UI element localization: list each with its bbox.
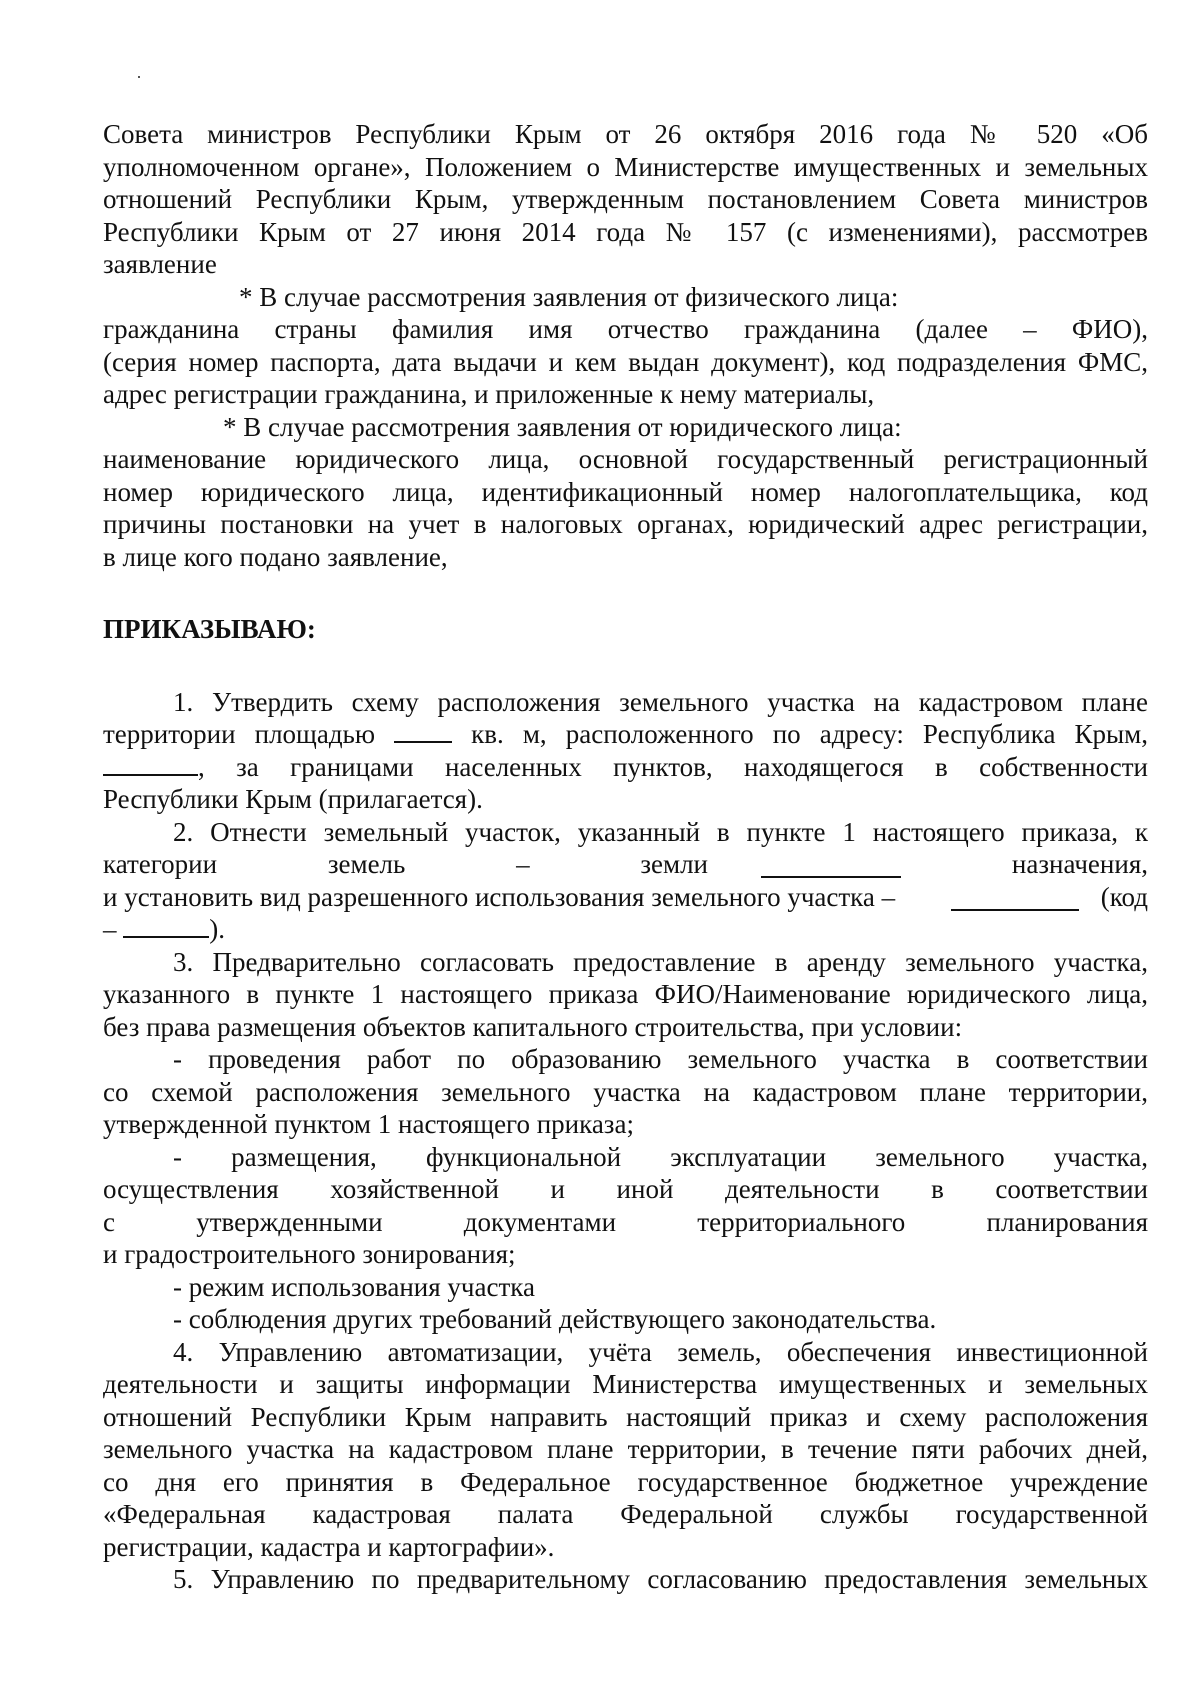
legal-entity-note: * В случае рассмотрения заявления от юридического лица: [223, 411, 902, 442]
category-blank [761, 854, 901, 878]
text-line: осуществления хозяйственной и иной деятельности в соответствии [103, 1174, 1148, 1204]
text-line: без права размещения объектов капитального строительства, при условии: [103, 1011, 963, 1042]
text-line [103, 881, 1148, 914]
text-line: земельного участка на кадастровом плане территории, в течение пяти рабочих дней, [103, 1434, 1148, 1464]
text-line [103, 718, 1148, 751]
text-line: 5. Управлению по предварительному согласованию предоставления земельных [173, 1564, 1148, 1594]
text-fragment: кв. м, расположенного по адресу: Республика Крым, [471, 719, 1149, 749]
text-line: отношений Республики Крым направить настоящий приказ и схему расположения [103, 1401, 1148, 1432]
text-line: наименование юридического лица, основной государственный регистрационный [103, 444, 1148, 474]
item-4 [103, 1336, 1148, 1564]
text-line: регистрации, кадастра и картографии». [103, 1531, 555, 1562]
document-page [103, 118, 1148, 1596]
text-line: отношений Республики Крым, утвержденным постановлением Совета министров [103, 184, 1148, 214]
text-line: номер юридического лица, идентификационный номер налогоплательщика, код [103, 476, 1148, 507]
text-line: со схемой расположения земельного участка на кадастровом плане территории, [103, 1076, 1148, 1107]
text-line: адрес регистрации гражданина, и приложенные к нему материалы, [103, 379, 875, 409]
text-fragment: ). [209, 914, 225, 944]
legal-entity-paragraph [103, 443, 1148, 573]
text-fragment: – [103, 914, 117, 944]
text-line: причины постановки на учет в налоговых органах, юридический адрес регистрации, [103, 509, 1148, 539]
text-fragment: категории земель – земли [103, 849, 708, 879]
text-line: - размещения, функциональной эксплуатации земельного участка, [173, 1141, 1148, 1172]
code-blank [123, 914, 209, 938]
text-line: с утвержденными документами территориального планирования [103, 1206, 1148, 1237]
text-line: в лице кого подано заявление, [103, 541, 448, 572]
item-1 [103, 686, 1148, 816]
text-line: 4. Управлению автоматизации, учёта земель, обеспечения инвестиционной [173, 1336, 1148, 1367]
text-line [103, 913, 1148, 946]
text-line: уполномоченном органе», Положением о Министерстве имущественных и земельных [103, 151, 1148, 182]
text-line: - проведения работ по образованию земельного участка в соответствии [173, 1044, 1148, 1074]
text-line: Совета министров Республики Крым от 26 октября 2016 года № 520 «Об [103, 119, 1148, 149]
item-5 [103, 1563, 1148, 1596]
text-line: - соблюдения других требований действующего законодательства. [173, 1304, 937, 1334]
text-line [103, 848, 1148, 881]
text-line: деятельности и защиты информации Министерства имущественных и земельных [103, 1369, 1148, 1399]
text-line: (серия номер паспорта, дата выдачи и кем выдан документ), код подразделения ФМС, [103, 346, 1148, 377]
text-fragment: назначения, [1011, 849, 1148, 879]
physical-person-paragraph [103, 313, 1148, 411]
text-line: - режим использования участка [173, 1271, 535, 1302]
text-line [103, 751, 1148, 784]
text-line: Республики Крым (прилагается). [103, 784, 483, 814]
text-line: заявление [103, 249, 217, 279]
text-line: указанного в пункте 1 настоящего приказа ФИО/Наименование юридического лица, [103, 979, 1148, 1009]
text-line: «Федеральная кадастровая палата Федеральной службы государственной [103, 1499, 1148, 1529]
text-line: и градостроительного зонирования; [103, 1239, 516, 1269]
item-2 [103, 816, 1148, 946]
text-fragment: (код [1100, 881, 1148, 912]
text-line: 1. Утвердить схему расположения земельного участка на кадастровом плане [173, 686, 1148, 717]
item-3 [103, 946, 1148, 1336]
text-line: 2. Отнести земельный участок, указанный в пункте 1 настоящего приказа, к [173, 816, 1148, 847]
intro-paragraph [103, 118, 1148, 281]
address-blank [103, 752, 198, 776]
scan-speck [138, 76, 140, 78]
area-blank [394, 719, 452, 743]
text-fragment: и установить вид разрешенного использования земельного участка – [103, 881, 896, 912]
text-line: со дня его принятия в Федеральное государственное бюджетное учреждение [103, 1466, 1148, 1497]
text-line: Республики Крым от 27 июня 2014 года № 157 (с изменениями), рассмотрев [103, 216, 1148, 247]
permitted-use-blank [951, 887, 1079, 911]
text-line: утвержденной пунктом 1 настоящего приказа; [103, 1109, 634, 1139]
physical-person-note: * В случае рассмотрения заявления от физического лица: [239, 281, 899, 312]
text-fragment: территории площадью [103, 719, 376, 749]
order-heading: ПРИКАЗЫВАЮ: [103, 614, 316, 644]
text-line: 3. Предварительно согласовать предоставление в аренду земельного участка, [173, 946, 1148, 977]
text-line: гражданина страны фамилия имя отчество гражданина (далее – ФИО), [103, 314, 1148, 344]
text-fragment: , за границами населенных пунктов, находящегося в собственности [198, 751, 1148, 782]
